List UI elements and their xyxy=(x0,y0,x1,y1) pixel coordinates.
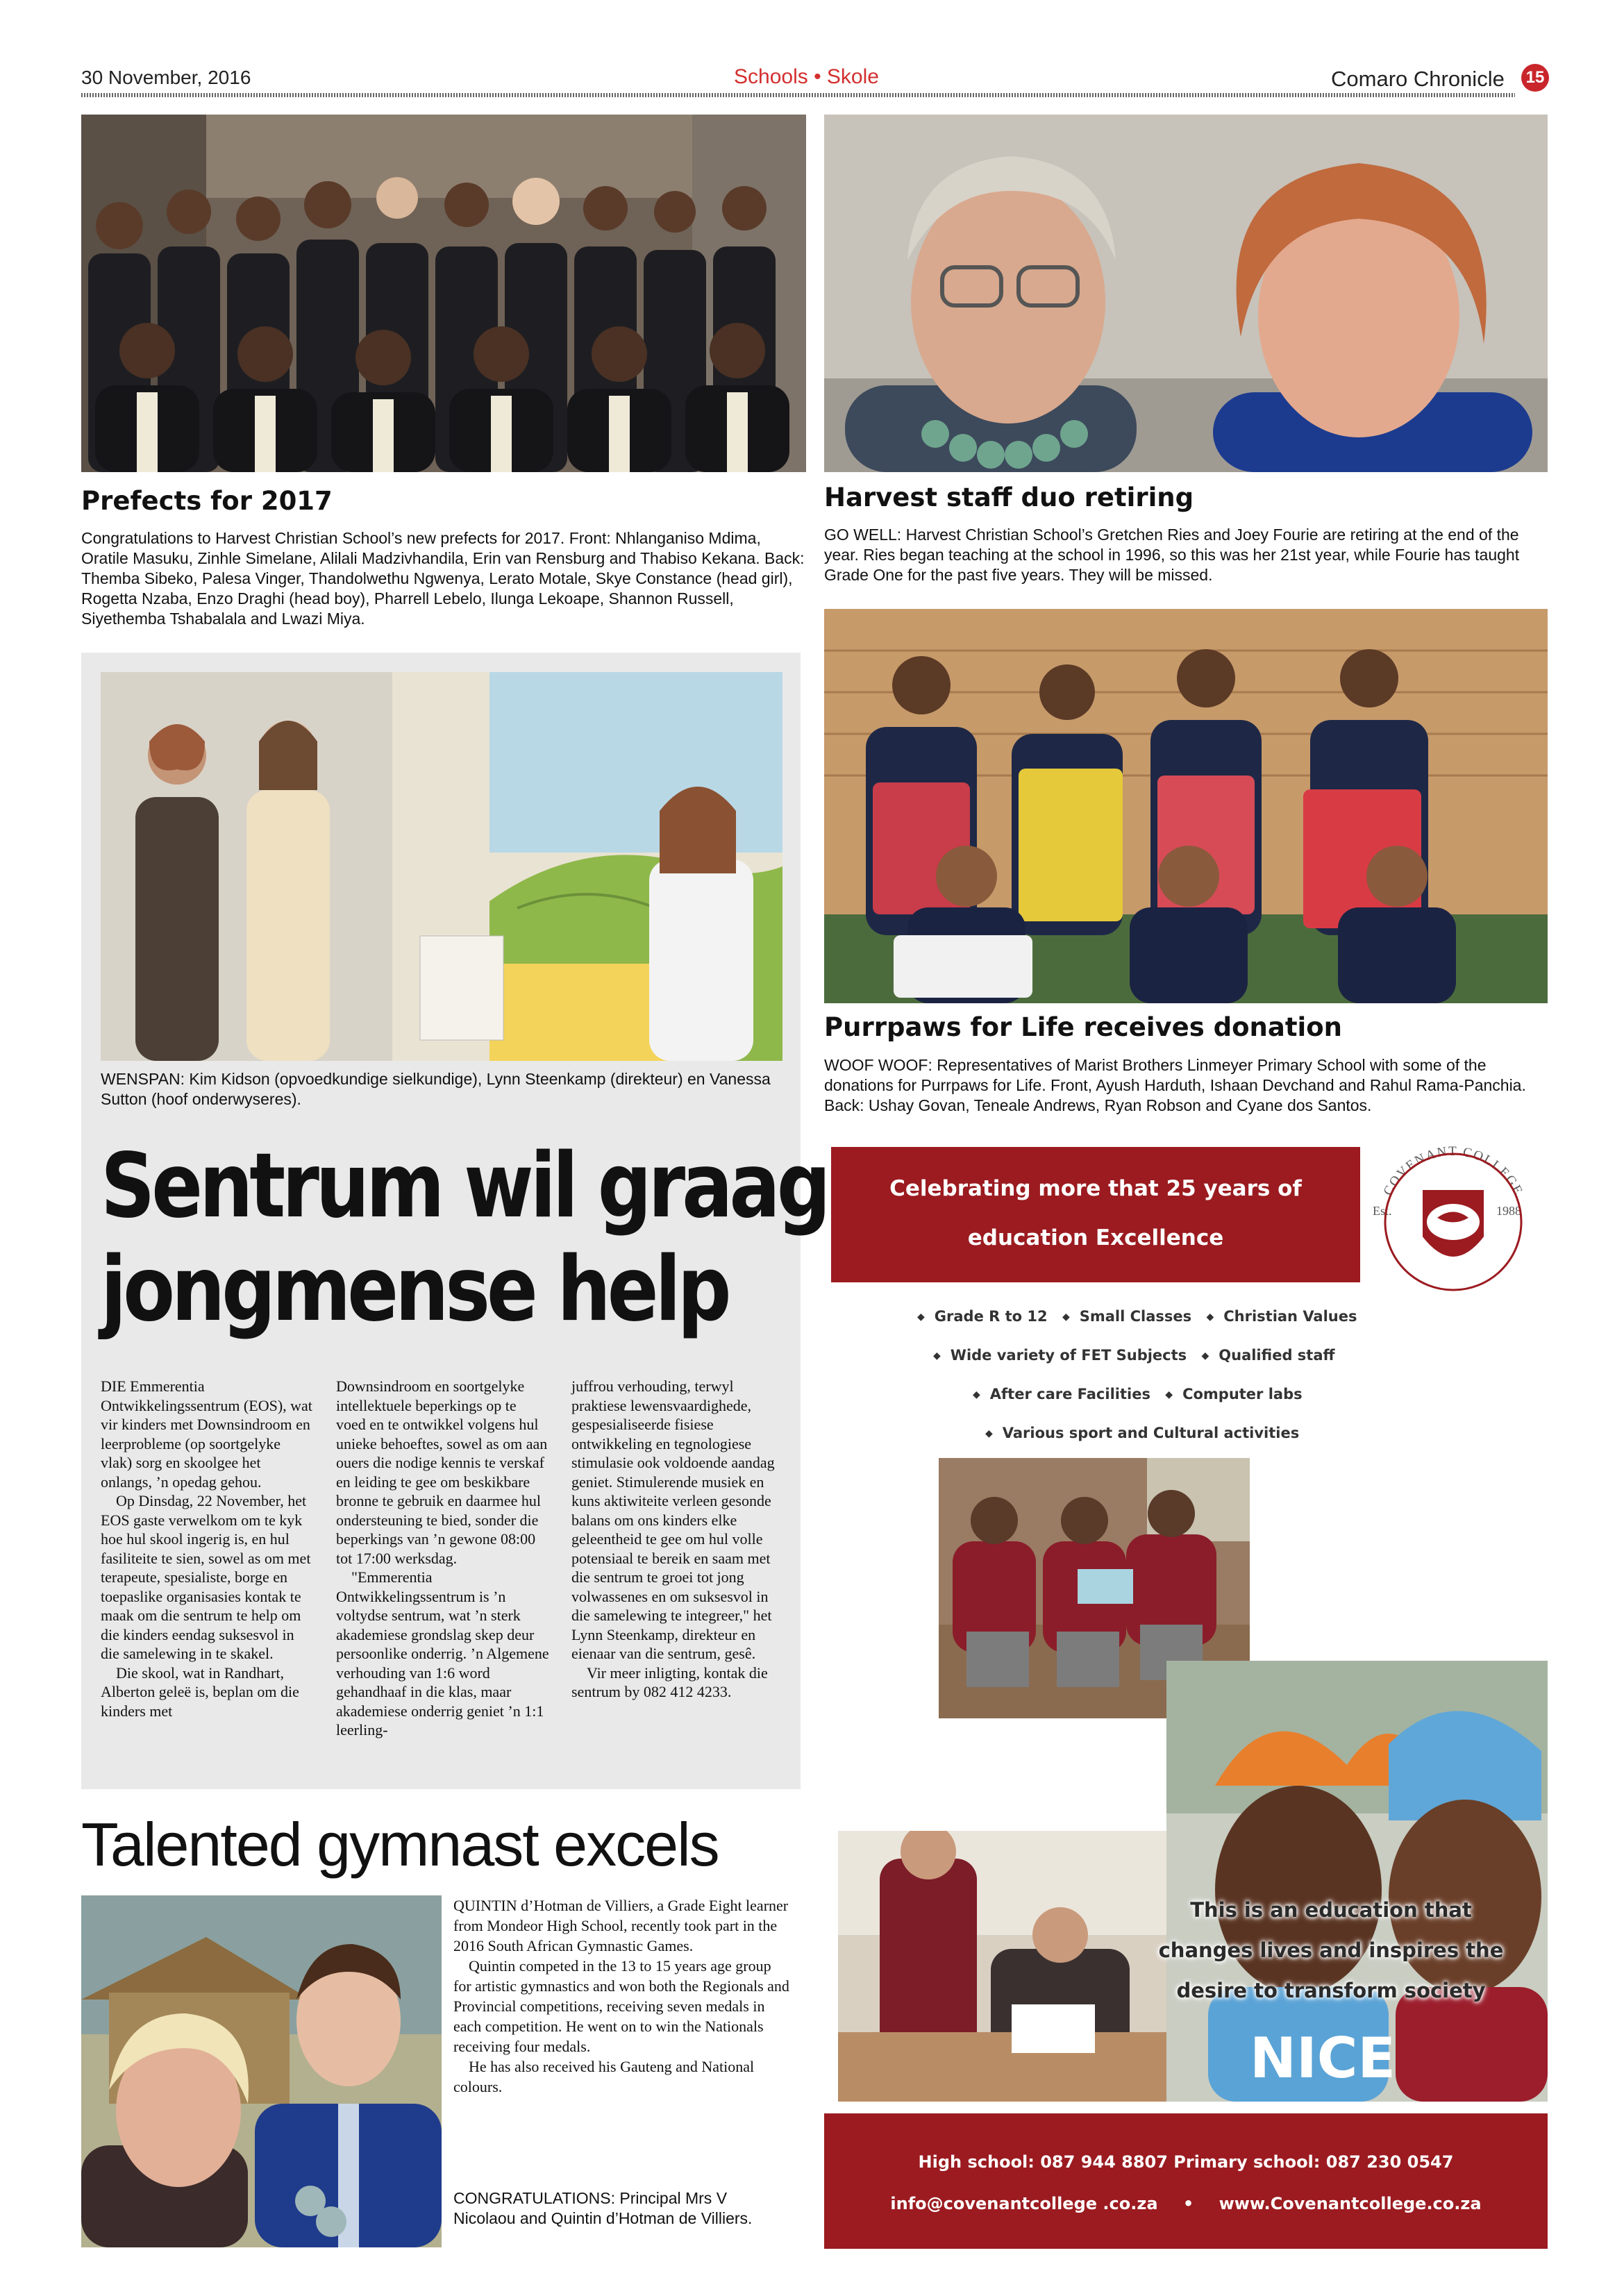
issue-date: 30 November, 2016 xyxy=(81,67,251,88)
ad-tagline-line2: changes lives and inspires the xyxy=(1158,1938,1504,1962)
sentrum-col2-p1: Downsindroom en soortgelyke intellektuele beperkings op te voed en te ontwikkel volgens hul unieke behoeftes, sowel as om aan ouers die nodige kennis te verskaf en leiding te gee om beskikbare bronne te gebruik en daarmee hul ondersteuning te bied, sonder die beperkings van ’n gewone 08:00 tot 17:00 werksdag. xyxy=(336,1377,548,1567)
ad-phone-numbers: High school: 087 944 8807 Primary school: 087 230 0547 xyxy=(918,2152,1454,2172)
gymnast-photo-caption: CONGRATULATIONS: Principal Mrs V Nicolaou and Quintin d’Hotman de Villiers. xyxy=(453,2189,753,2227)
ad-banner-line2: education Excellence xyxy=(967,1225,1224,1250)
ad-banner-line1: Celebrating more that 25 years of xyxy=(889,1176,1302,1201)
features-row-2 xyxy=(923,1347,1335,1364)
logo-year: 1988 xyxy=(1496,1204,1521,1218)
bullet-icon: ◆ xyxy=(1165,1389,1173,1400)
bullet-icon: ◆ xyxy=(917,1312,925,1323)
sentrum-col1-p2: Op Dinsdag, 22 November, het EOS gaste verwelkom om te kyk hoe hul skool ingerig is, en hul fasiliteite te sien, sowel as om met terapeute, spesialiste, borge en toepaslike organisasies kontak te maak om die sentrum te help om die kinders eendag suksesvol in die samelewing in te skakel. xyxy=(101,1492,311,1662)
sentrum-photo-caption: WENSPAN: Kim Kidson (opvoedkundige sielkundige), Lynn Steenkamp (direkteur) en Vanessa Sutton (hoof onderwyseres). xyxy=(101,1070,771,1108)
sentrum-col1-p3: Die skool, wat in Randhart, Alberton geleë is, beplan om die kinders met xyxy=(101,1664,299,1720)
prefects-illustration xyxy=(81,115,806,472)
prefects-caption: Congratulations to Harvest Christian School’s new prefects for 2017. Front: Nhlanganiso Mdima, Oratile Masuku, Zinhle Simelane, Alilali Madzivhandila, Erin van Rensburg and Thabiso Kekana. Back: Themba Sibeko, Palesa Vinger, Thandolwethu Ngwenya, Lerato Motale, Skye Constance (head girl), Rogetta Nzaba, Enzo Draghi (head boy), Pharrell Lebelo, Ilunga Lekoape, Shannon Russell, Siyethemba Tshabalala and Lwazi Miya. xyxy=(81,529,805,628)
prefects-headline: Prefects for 2017 xyxy=(81,486,333,516)
paper-name: Comaro Chronicle xyxy=(1331,67,1505,91)
shirt-text: NICE xyxy=(1250,2026,1396,2090)
ad-contact-separator: • xyxy=(1182,2194,1194,2213)
gymnast-p2: Quintin competed in the 13 to 15 years age group for artistic gymnastics and won both the Regionals and Provincial competitions, receiving seven medals in each competition. He went on to win the Nationals receiving four medals. xyxy=(453,1957,789,2055)
purrpaws-photo xyxy=(824,609,1548,1003)
bullet-icon: ◆ xyxy=(985,1428,993,1439)
ad-tagline xyxy=(1123,1890,1539,2011)
harvest-photo xyxy=(824,115,1548,472)
logo-arc-text: COVENANT COLLEGE xyxy=(1380,1144,1526,1198)
covenant-logo xyxy=(1364,1140,1541,1293)
feature-small-classes: Small Classes xyxy=(1079,1308,1192,1325)
feature-christian-values: Christian Values xyxy=(1223,1308,1357,1325)
masthead-rule xyxy=(81,93,1515,97)
ad-tagline-line1: This is an education that xyxy=(1190,1898,1472,1922)
sentrum-column-2 xyxy=(336,1377,549,1740)
features-row-3 xyxy=(963,1386,1303,1402)
page-number: 15 xyxy=(1525,68,1545,87)
feature-computer-labs: Computer labs xyxy=(1182,1386,1303,1402)
feature-after-care: After care Facilities xyxy=(989,1386,1150,1402)
masthead xyxy=(81,64,1546,99)
page-number-badge xyxy=(1521,64,1549,92)
sentrum-panel xyxy=(81,653,828,1789)
feature-grade: Grade R to 12 xyxy=(934,1308,1048,1325)
feature-fet-subjects: Wide variety of FET Subjects xyxy=(950,1347,1187,1364)
features-row-1 xyxy=(907,1308,1357,1325)
bullet-icon: ◆ xyxy=(1206,1312,1214,1323)
purrpaws-headline: Purrpaws for Life receives donation xyxy=(824,1012,1342,1042)
features-row-4 xyxy=(976,1425,1299,1441)
sentrum-col1-p1: DIE Emmerentia Ontwikkelingssentrum (EOS), wat vir kinders met Downsindroom en leerprobleme (op soortgelyke vlak) sorg en skoolgee het onlangs, ’n opedag gehou. xyxy=(101,1377,312,1491)
covenant-crest-icon xyxy=(1364,1140,1541,1293)
sentrum-col3-p1: juffrou verhouding, terwyl praktiese lewensvaardighede, gespesialiseerde fisiese ontwikkeling en tegnologiese stimulasie ook voldoende aandag geniet. Stimulerende musiek en kuns aktiwiteite verleen gesonde balans om ons kinders elke geleentheid te gee om hul volle potensiaal te bereik en saam met die sentrum te groei tot jong volwassenes en om suksesvol in die samelewing te integreer," het Lynn Steenkamp, direkteur en eienaar van die sentrum, gesê. xyxy=(571,1377,775,1662)
prefects-photo xyxy=(81,115,806,472)
children-painted-illustration xyxy=(1166,1661,1548,2102)
bullet-icon: ◆ xyxy=(1201,1350,1209,1361)
bullet-icon: ◆ xyxy=(933,1350,941,1361)
logo-est: Est. xyxy=(1373,1204,1392,1218)
harvest-headline: Harvest staff duo retiring xyxy=(824,483,1194,512)
sentrum-photo xyxy=(101,672,782,1061)
purrpaws-caption: WOOF WOOF: Representatives of Marist Brothers Linmeyer Primary School with some of the donations for Purrpaws for Life. Front, Ayush Harduth, Ishaan Devchand and Rahul Rama-Panchia. Back: Ushay Govan, Teneale Andrews, Ryan Robson and Cyane dos Santos. xyxy=(824,1056,1526,1114)
feature-sport-culture: Various sport and Cultural activities xyxy=(1002,1425,1300,1441)
ad-website-link[interactable]: www.Covenantcollege.co.za xyxy=(1219,2194,1482,2213)
ad-email[interactable]: info@covenantcollege .co.za xyxy=(890,2194,1158,2213)
sentrum-headline-line1: Sentrum wil graag xyxy=(101,1134,828,1238)
feature-qualified-staff: Qualified staff xyxy=(1219,1347,1335,1364)
bullet-icon: ◆ xyxy=(973,1389,980,1400)
gymnast-headline: Talented gymnast excels xyxy=(81,1810,719,1879)
covenant-ad xyxy=(824,1126,1548,2263)
harvest-illustration xyxy=(824,115,1548,472)
ad-contact-bar xyxy=(824,2113,1548,2249)
ad-web-contacts xyxy=(824,2194,1548,2213)
gymnast-p1: QUINTIN d’Hotman de Villiers, a Grade Eight learner from Mondeor High School, recently took part in the 2016 South African Gymnastic Games. xyxy=(453,1897,789,1954)
section-label: Schools • Skole xyxy=(734,65,879,88)
harvest-caption: GO WELL: Harvest Christian School’s Gretchen Ries and Joey Fourie are retiring at the end of the year. Ries began teaching at the school in 1996, so this was her 21st year, while Fourie has taught Grade One for the past five years. They will be missed. xyxy=(824,526,1520,584)
sentrum-headline-line2: jongmense help xyxy=(101,1238,728,1341)
sentrum-col2-p2: "Emmerentia Ontwikkelingssentrum is ’n voltydse sentrum, wat ’n sterk akademiese grondslag skep deur persoonlike onderrig. ’n Algemene verhouding van 1:6 word gehandhaaf in die klas, maar akademiese onderrig geniet ’n 1:1 leerling- xyxy=(336,1568,549,1738)
ad-tagline-line3: desire to transform society xyxy=(1176,1979,1486,2002)
gymnast-p3: He has also received his Gauteng and National colours. xyxy=(453,2058,755,2095)
sentrum-col3-p2: Vir meer inligting, kontak die sentrum by 082 412 4233. xyxy=(571,1664,768,1700)
sentrum-column-1 xyxy=(101,1377,314,1720)
ad-photo-children-painted xyxy=(1166,1661,1548,2102)
gymnast-article xyxy=(453,1895,792,2097)
bullet-icon: ◆ xyxy=(1062,1312,1070,1323)
sentrum-column-3 xyxy=(571,1377,785,1702)
sentrum-illustration xyxy=(101,672,782,1061)
gymnast-photo xyxy=(81,1895,442,2247)
gymnast-illustration xyxy=(81,1895,442,2247)
sentrum-headline xyxy=(101,1134,828,1342)
ad-banner xyxy=(831,1147,1360,1282)
purrpaws-illustration xyxy=(824,609,1548,1003)
